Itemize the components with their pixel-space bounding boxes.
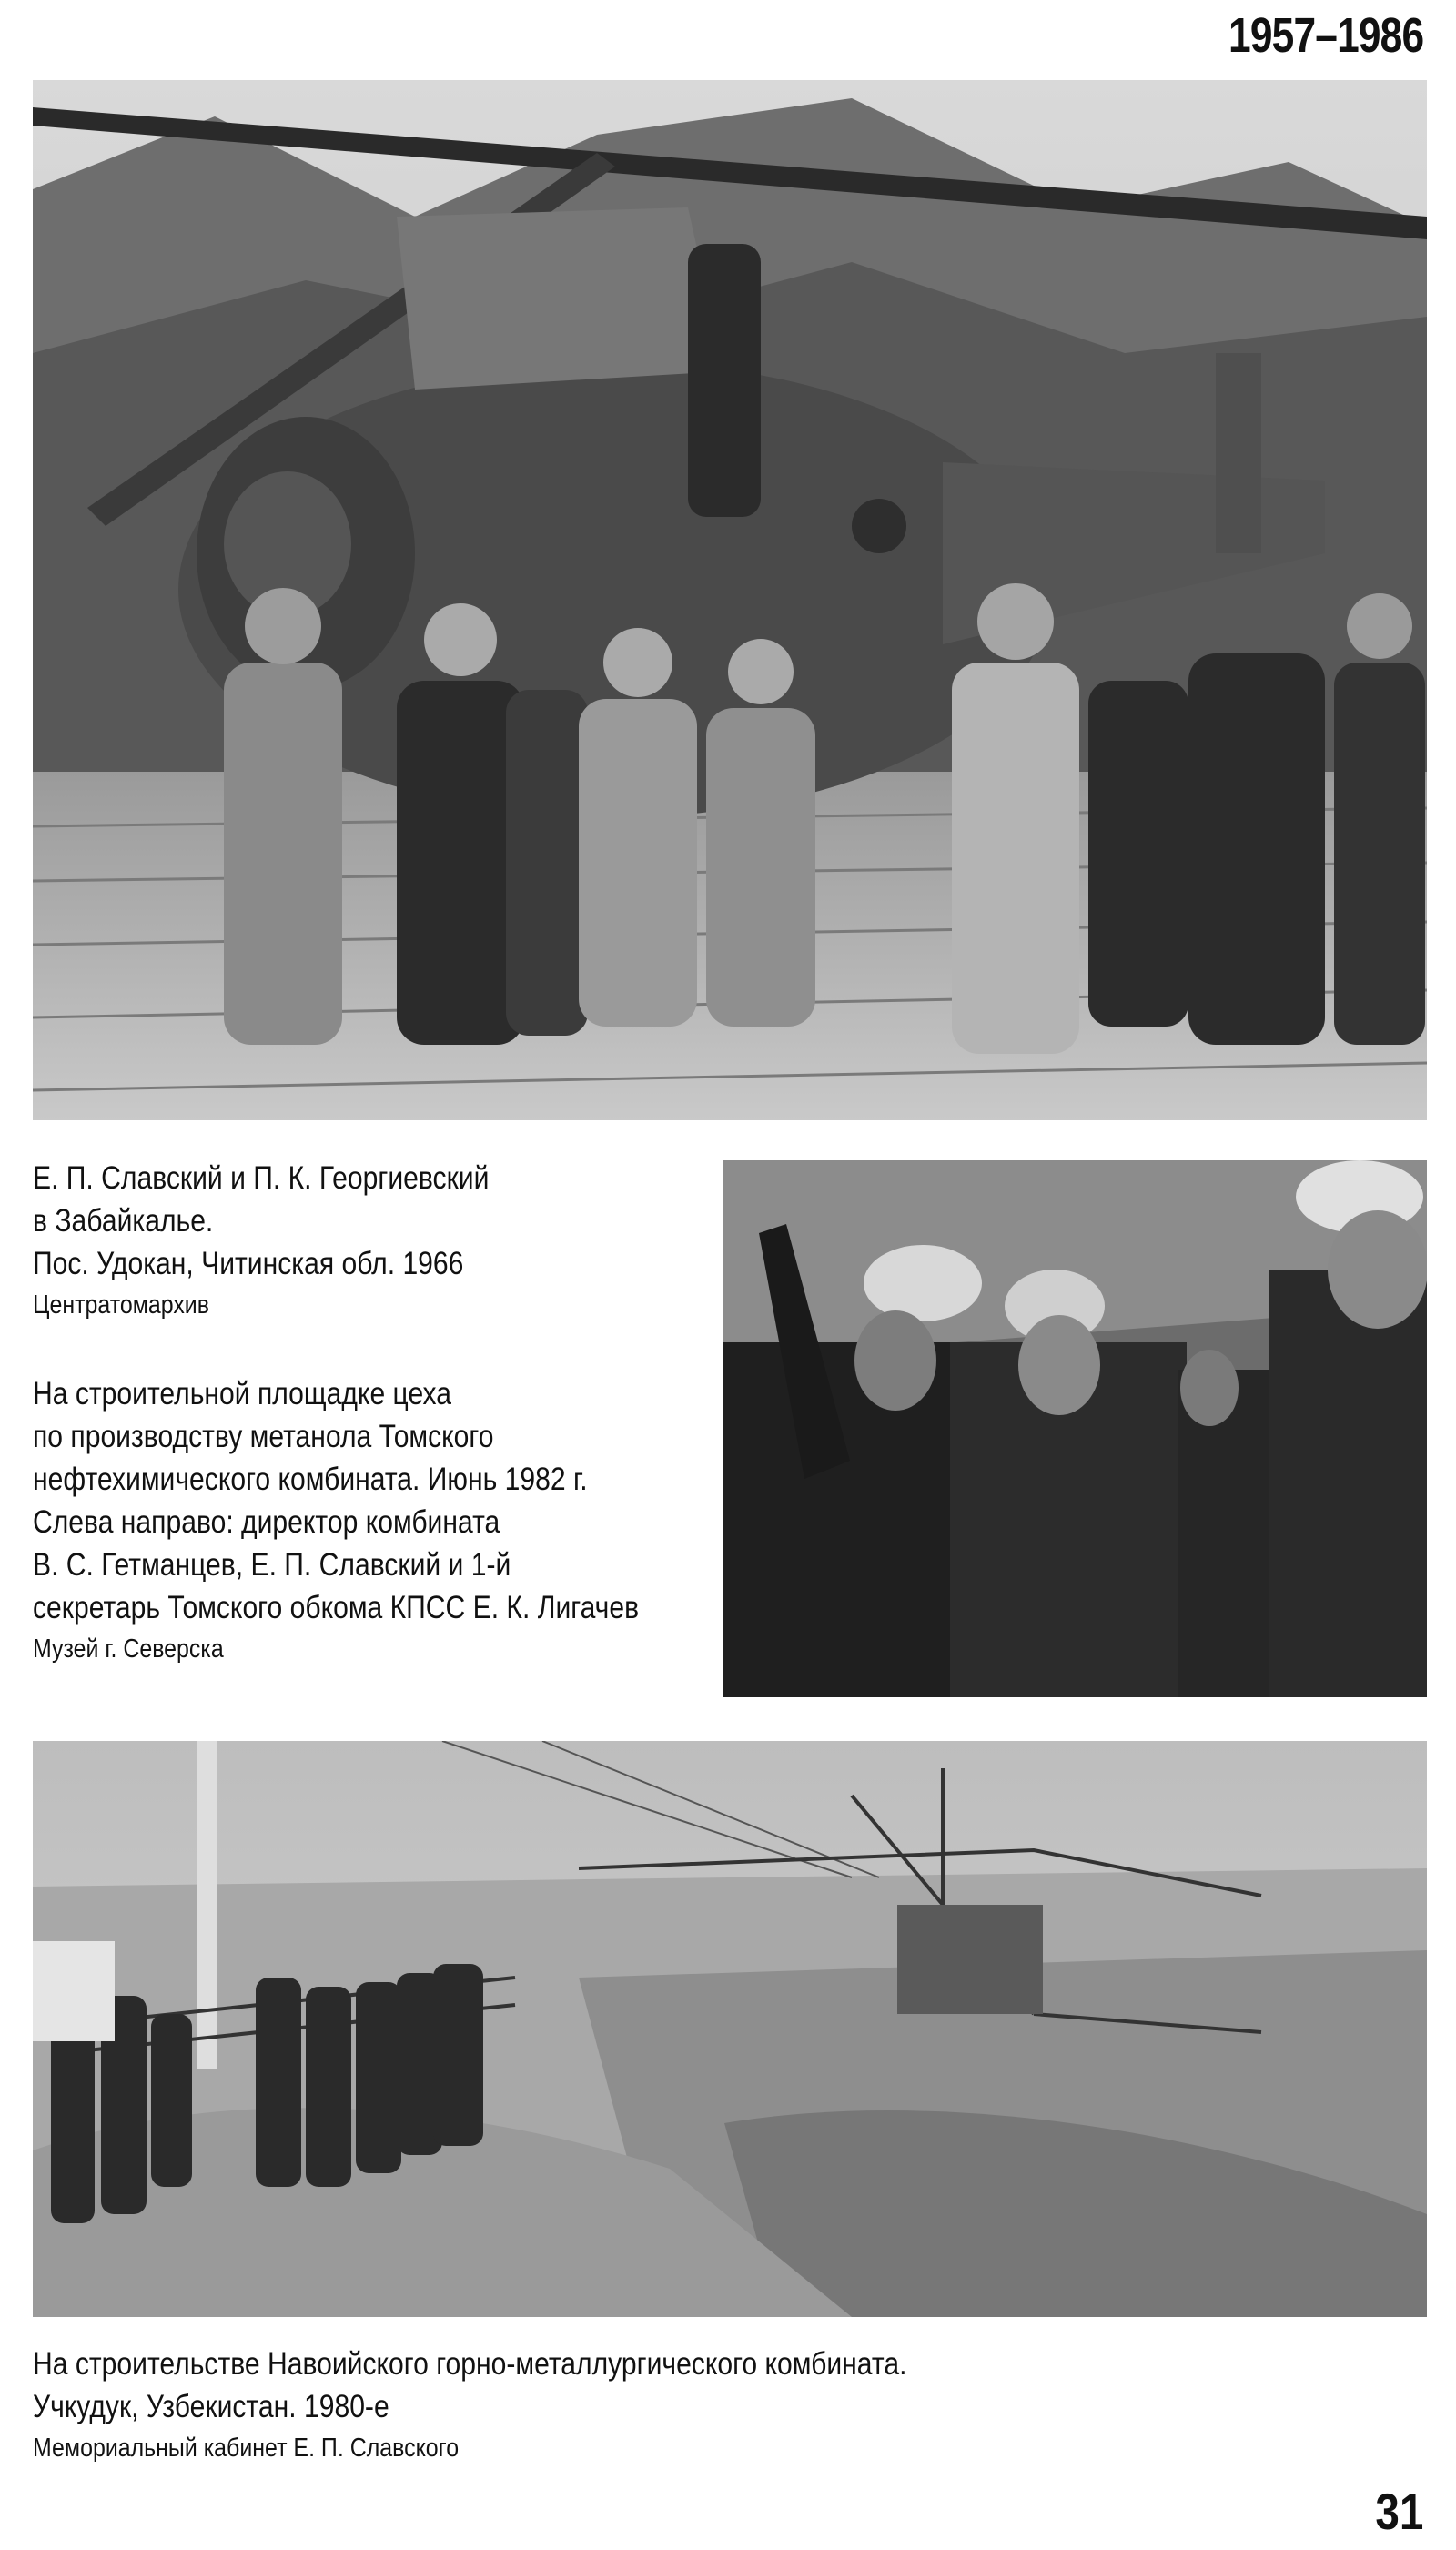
photo-quarry-image	[33, 1741, 1427, 2317]
photo-quarry	[33, 1741, 1427, 2317]
caption-line: В. С. Гетманцев, Е. П. Славский и 1-й	[33, 1547, 511, 1583]
caption-line: На строительной площадке цеха	[33, 1376, 452, 1412]
caption-construction-site	[33, 1372, 738, 1669]
caption-line: На строительстве Навоийского горно-металлургического комбината.	[33, 2346, 907, 2382]
caption-line: Учкудук, Узбекистан. 1980-е	[33, 2389, 389, 2424]
photo-helicopter-image	[33, 80, 1427, 1120]
caption-helicopter	[33, 1157, 563, 1325]
caption-source: Музей г. Северска	[33, 1634, 224, 1664]
caption-line: в Забайкалье.	[33, 1203, 214, 1239]
photo-construction-site-image	[723, 1160, 1427, 1697]
caption-line: Пос. Удокан, Читинская обл. 1966	[33, 1246, 464, 1281]
caption-line: Слева направо: директор комбината	[33, 1504, 500, 1540]
caption-line: Е. П. Славский и П. К. Георгиевский	[33, 1160, 490, 1196]
caption-line: секретарь Томского обкома КПСС Е. К. Лигачев	[33, 1590, 640, 1625]
photo-helicopter	[33, 80, 1427, 1120]
caption-source: Мемориальный кабинет Е. П. Славского	[33, 2434, 460, 2463]
caption-line: по производству метанола Томского	[33, 1419, 494, 1454]
section-years-header: 1957–1986	[1228, 8, 1423, 63]
caption-line: нефтехимического комбината. Июнь 1982 г.	[33, 1462, 588, 1497]
photo-construction-site	[723, 1160, 1427, 1697]
caption-quarry	[33, 2343, 1049, 2468]
page-number: 31	[1375, 2483, 1423, 2540]
caption-source: Центратомархив	[33, 1290, 209, 1320]
